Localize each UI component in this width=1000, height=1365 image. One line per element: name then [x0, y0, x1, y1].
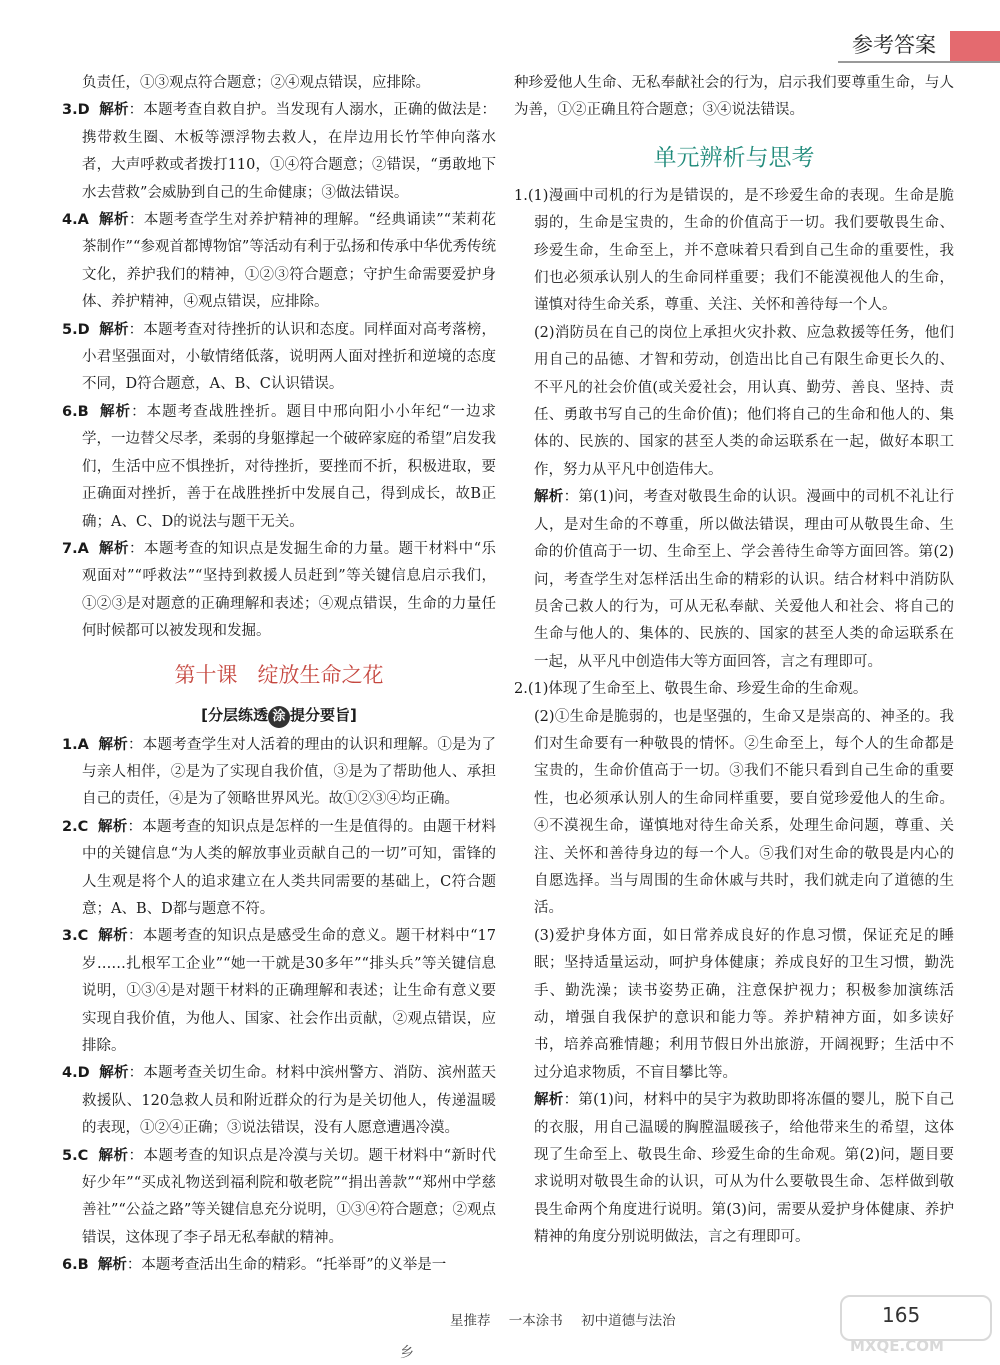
answer-number: 6.B	[62, 403, 89, 420]
answer-item-7	[62, 536, 496, 646]
analysis-text: ：本题考查活出生命的精彩。“托举哥”的义举是一	[126, 1257, 447, 1274]
answer-number: 3.D	[62, 102, 90, 119]
badge-right: 提分要旨]	[290, 705, 357, 724]
analysis-label: 解析	[99, 540, 129, 557]
lesson-answer-6	[62, 1252, 496, 1279]
answer-continuation: 种珍爱他人生命、无私奉献社会的行为，启示我们要尊重生命，与人为善，①②正确且符合题意；③④说法错误。	[514, 75, 954, 119]
watermark-text: MXQE.COM	[850, 1337, 944, 1355]
analysis-label: 解析	[534, 1092, 564, 1109]
analysis-label: 解析	[99, 403, 132, 420]
header-divider	[838, 61, 1000, 63]
answer-number: 5.C	[62, 1147, 89, 1164]
analysis-text: ：本题考查的知识点是感受生命的意义。题干材料中“17岁……扎根军工企业”“她一干就是30多年”“排头兵”等关键信息说明，①③④是对题干材料的正确理解和表述；让生命有意义要实现自我价值，为他人、国家、社会作出贡献，②观点错误，应排除。	[82, 928, 497, 1054]
header-color-tab	[950, 31, 1000, 61]
unit-answer-2-part-3: (3)爱护身体方面，如日常养成良好的作息习惯，保证充足的睡眠；坚持适量运动，呵护身体健康；养成良好的卫生习惯，勤洗手、勤洗澡；读书姿势正确，注意保护视力；积极参加演练活动，增强自我保护的意识和能力等。养护精神方面，如多读好书，培养高雅情趣；利用节假日外出旅游，开阔视野；生活中不过分追求物质，不盲目攀比等。	[534, 927, 954, 1081]
analysis-text: ：本题考查的知识点是怎样的一生是值得的。由题干材料中的关键信息“为人类的解放事业贡献自己的一切”可知，雷锋的人生观是将个人的追求建立在人类共同需要的基础上，C符合题意；A、B、D都与题意不符。	[82, 818, 497, 917]
lesson-answer-3	[62, 923, 496, 1060]
analysis-label: 解析	[98, 736, 128, 753]
answer-continuation: 负责任，①③观点符合题意；②④观点错误，应排除。	[82, 75, 430, 91]
analysis-text: ：本题考查自救自护。当发现有人溺水，正确的做法是：携带救生圈、木板等漂浮物去救人，在岸边用长竹竿伸向落水者，大声呼救或者拨打110，①④符合题意；②错误，“勇敢地下水去营救”会威胁到自己的生命健康；③做法错误。	[82, 102, 497, 201]
analysis-label: 解析	[98, 1147, 129, 1164]
watermark-logo	[840, 1295, 990, 1357]
answer-item-5	[62, 317, 496, 399]
footer-series: 一本涂书	[508, 1313, 563, 1329]
analysis-text: ：本题考查的知识点是发掘生命的力量。题干材料中“乐观面对”“呼救法”“坚持到救援人员赶到”等关键信息启示我们，①②③是对题意的正确理解和表述；④观点错误，生命的力量任何时候都可以被发现和发掘。	[82, 540, 496, 640]
answer-number: 2.C	[62, 818, 89, 835]
answer-number: 4.A	[62, 212, 89, 229]
unit-title: 单元辨析与思考	[653, 144, 815, 171]
footer-mark: 乡	[400, 1345, 414, 1361]
analysis-text: ：第(1)问，考查对敬畏生命的认识。漫画中的司机不礼让行人，是对生命的不尊重，所以做法错误，理由可从敬畏生命、生命的价值高于一切、生命至上、学会善待生命等方面回答。第(2)问，考查学生对怎样活出生命的精彩的认识。结合材料中消防队员舍己救人的行为，可从无私奉献、关爱他人和社会、将自己的生命与他人的、集体的、民族的、国家的甚至人类的命运联系在一起，从平凡中创造伟大等方面回答，言之有理即可。	[534, 489, 954, 670]
unit-explanation-1	[514, 484, 954, 676]
analysis-label: 解析	[99, 212, 129, 229]
analysis-text: ：本题考查战胜挫折。题目中邢向阳小小年纪“一边求学，一边替父尽孝，柔弱的身躯撑起一个破碎家庭的希望”启发我们，生活中应不惧挫折，对待挫折，要挫而不折，积极进取，要正确面对挫折，善于在战胜挫折中发展自己，得到成长，故B正确；A、C、D的说法与题干无关。	[82, 403, 496, 530]
unit-answer-2-part-1: 2.(1)体现了生命至上、敬畏生命、珍爱生命的生命观。	[514, 681, 868, 698]
answer-number: 3.C	[62, 928, 89, 945]
analysis-label: 解析	[97, 1257, 127, 1274]
analysis-text: ：本题考查对待挫折的认识和态度。同样面对高考落榜，小君坚强面对，小敏情绪低落，说明两人面对挫折和逆境的态度不同，D符合题意，A、B、C认识错误。	[82, 321, 497, 393]
lesson-subtitle: 绽放生命之花	[257, 662, 384, 687]
answer-number: 7.A	[62, 540, 89, 557]
analysis-label: 解析	[99, 102, 129, 119]
watermark-box-icon	[840, 1295, 992, 1341]
analysis-text: ：第(1)问，材料中的吴宇为救助即将冻僵的婴儿，脱下自己的衣服，用自己温暖的胸膛温暖孩子，给他带来生的希望，这体现了生命至上、敬畏生命、珍爱生命的生命观。第(2)问，题目要求说明对敬畏生命的认识，可从为什么要敬畏生命、怎样做到敬畏生命两个角度进行说明。第(3)问，需要从爱护身体健康、养护精神的角度分别说明做法，言之有理即可。	[534, 1092, 954, 1246]
page-number: 165	[882, 1303, 921, 1327]
lesson-number: 第十课	[174, 662, 238, 687]
footer-text	[450, 1309, 690, 1329]
right-column	[514, 70, 954, 1252]
answer-item-3	[62, 97, 496, 207]
unit-answer-1-part-1: 1.(1)漫画中司机的行为是错误的，是不珍爱生命的表现。生命是脆弱的，生命是宝贵的，生命的价值高于一切。我们要敬畏生命、珍爱生命，生命至上，并不意味着只看到自己生命的重要性，我们也必须承认别人的生命同样重要；我们不能漠视他人的生命，谨慎对待生命关系，尊重、关注、关怀和善待每一个人。	[514, 187, 954, 314]
answer-number: 6.B	[62, 1257, 89, 1274]
analysis-text: ：本题考查关切生命。材料中滨州警方、消防、滨州蓝天救援队、120急救人员和附近群众的行为是关切他人，传递温暖的表现，①②④正确；③说法错误，没有人愿意遭遇冷漠。	[82, 1065, 497, 1137]
unit-explanation-2	[514, 1087, 954, 1251]
analysis-text: ：本题考查学生对养护精神的理解。“经典诵读”“茉莉花茶制作”“参观首都博物馆”等活动有利于弘扬和传承中华优秀传统文化，养护我们的精神，①②③符合题意；守护生命需要爱护身体、养护精神，④观点错误，应排除。	[82, 212, 497, 311]
analysis-label: 解析	[98, 928, 128, 945]
answer-item-4	[62, 207, 496, 317]
footer-brand: 星推荐	[450, 1313, 491, 1329]
lesson-answer-1	[62, 732, 496, 814]
unit-answer-2-part-2: (2)①生命是脆弱的，也是坚强的，生命又是崇高的、神圣的。我们对生命要有一种敬畏的情怀。②生命至上，每个人的生命都是宝贵的，生命价值高于一切。③我们不能只看到自己生命的重要性，也必须承认别人的生命同样重要，要自觉珍爱他人的生命。④不漠视生命，谨慎地对待生命关系，处理生命问题，尊重、关注、关怀和善待身边的每一个人。⑤我们对生命的敬畏是内心的自愿选择。当与周围的生命休戚与共时，我们就走向了道德的生活。	[534, 708, 954, 917]
lesson-answer-2	[62, 814, 496, 924]
analysis-text: ：本题考查学生对人活着的理由的认识和理解。①是为了与亲人相伴，②是为了实现自我价值，③是为了帮助他人、承担自己的责任，④是为了领略世界风光。故①②③④均正确。	[82, 736, 497, 808]
answer-number: 1.A	[62, 736, 89, 753]
footer-subject: 初中道德与法治	[581, 1313, 676, 1329]
lesson-title	[62, 660, 496, 690]
lesson-answer-5	[62, 1143, 496, 1253]
unit-answer-1-part-2: (2)消防员在自己的岗位上承担火灾扑救、应急救援等任务，他们用自己的品德、才智和劳动，创造出比自己有限生命更长久的、不平凡的社会价值(或关爱社会，用认真、勤劳、善良、坚持、责任、勇敢书写自己的生命价值)；他们将自己的生命和他人的、集体的、民族的、国家的甚至人类的命运联系在一起，做好本职工作，努力从平凡中创造伟大。	[534, 324, 954, 478]
badge-circle-icon: 涂	[268, 706, 290, 728]
header-label: 参考答案	[852, 33, 936, 57]
lesson-answer-4	[62, 1060, 496, 1142]
answer-number: 4.D	[62, 1065, 90, 1082]
page-header	[838, 28, 1000, 62]
left-column	[62, 70, 496, 1280]
badge-left: [分层练透	[201, 705, 268, 724]
analysis-label: 解析	[99, 321, 129, 338]
analysis-label: 解析	[97, 818, 128, 835]
analysis-label: 解析	[99, 1065, 129, 1082]
analysis-label: 解析	[534, 489, 564, 506]
answer-number: 5.D	[62, 321, 90, 338]
analysis-text: ：本题考查的知识点是冷漠与关切。题干材料中“新时代好少年”“买成礼物送到福利院和敬老院”“捐出善款”“郑州中学慈善社”“公益之路”等关键信息充分说明，①③④符合题意；②观点错误，这体现了李子昂无私奉献的精神。	[82, 1147, 497, 1246]
answer-item-6	[62, 399, 496, 536]
section-badge	[62, 702, 496, 728]
